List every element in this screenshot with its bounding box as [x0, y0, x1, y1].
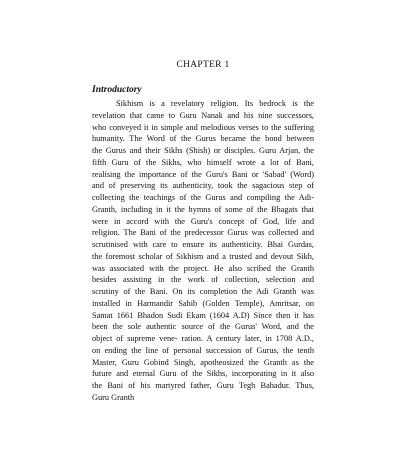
text-line: Master, Guru Gobind Singh, apotheosized the Granth as the: [92, 357, 314, 367]
text-line: scrutiny of the Bani. On its completion the Adi Granth was: [92, 287, 314, 296]
text-line: who conveyed it in simple and melodious verses to the suffering: [92, 122, 314, 132]
text-line: future and eternal Guru of the Sikhs, incorporating in it also: [92, 369, 314, 379]
text-line: the foremost scholar of Sikhism and a trusted and devout Sikh,: [92, 251, 314, 261]
text-line: Samat 1661 Bhadon Sudi Ekam (1604 A.D) Since then it has: [92, 310, 314, 320]
text-line: humanity. The Word of the Gurus became the bond between: [92, 134, 314, 144]
text-line: installed in Harmandir Sahib (Golden Temple), Amritsar, on: [92, 298, 314, 308]
text-line: been the sole authentic source of the Gurus' Word, and the: [92, 322, 314, 332]
text-line: revelation that came to Guru Nanak and his nine successors,: [92, 110, 314, 120]
text-line: realising the importance of the Guru's Bani or 'Sabad' (Word): [92, 169, 314, 179]
text-line: on ending the line of personal succession of Gurus, the tenth: [92, 345, 314, 355]
text-line: and of preserving its authenticity, took the sagacious step of: [92, 181, 314, 191]
text-line: scrutinised with care to ensure its authenticity. Bhai Gurdas,: [92, 240, 314, 249]
text-line: Sikhism is a revelatory religion. Its bedrock is the: [116, 99, 314, 108]
text-line: besides assisting in the work of collection, selection and: [92, 275, 314, 285]
text-line: collecting the teachings of the Gurus and compiling the Adi-: [92, 193, 314, 202]
chapter-heading: CHAPTER 1: [176, 60, 230, 70]
text-line: Guru Granth: [92, 392, 135, 402]
text-line: were in accord with the Guru's concept of God, life and: [92, 216, 314, 226]
text-line: religion. The Bani of the predecessor Gurus was collected and: [92, 228, 314, 238]
text-line: the Bani of his martyred father, Guru Tegh Bahadur. Thus,: [92, 381, 314, 390]
section-title: Introductory: [92, 85, 142, 95]
body-paragraph: [92, 98, 314, 404]
text-line: was associated with the project. He also scribed the Granth: [92, 263, 314, 273]
text-line: fifth Guru of the Sikhs, who himself wrote a lot of Bani,: [92, 157, 314, 167]
text-line: the Gurus and their Sikhs (Shish) or disciples. Guru Arjan, the: [92, 146, 314, 155]
text-line: Granth, including in it the hymns of some of the Bhagats that: [92, 204, 314, 214]
text-line: object of supreme vene- ration. A century later, in 1708 A.D.,: [92, 334, 314, 343]
